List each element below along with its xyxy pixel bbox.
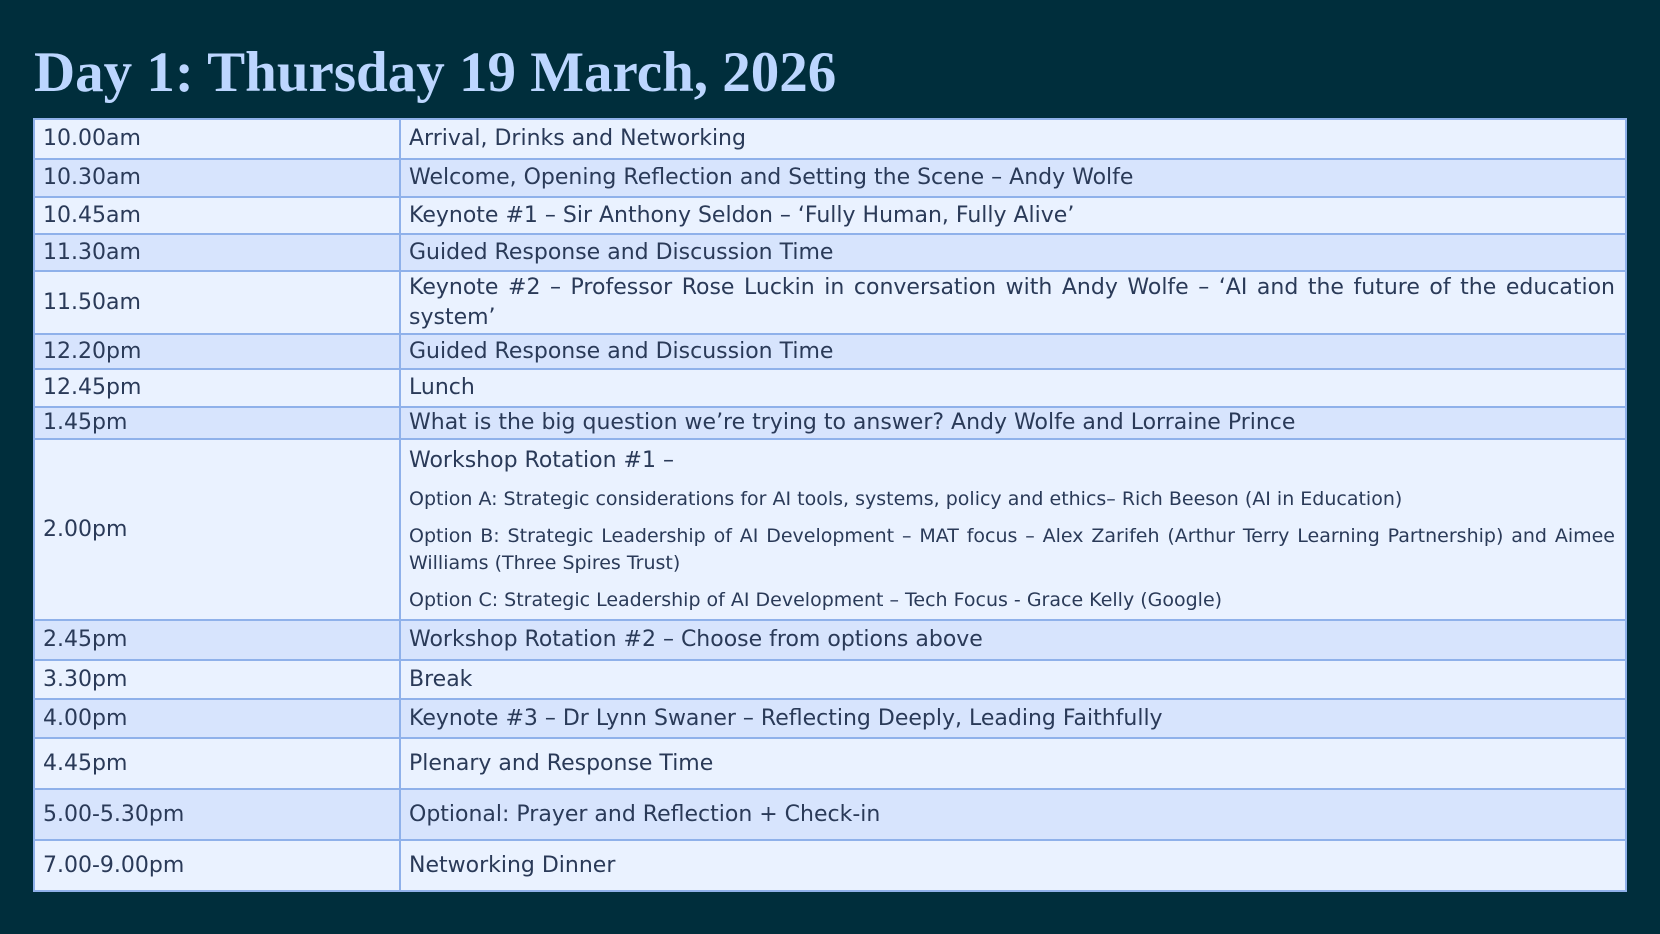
time-cell: 5.00-5.30pm xyxy=(34,789,400,840)
table-row xyxy=(34,699,1626,738)
time-cell: 12.20pm xyxy=(34,334,400,369)
activity-cell: Guided Response and Discussion Time xyxy=(400,234,1626,271)
activity-cell: Keynote #3 – Dr Lynn Swaner – Reflecting Deeply, Leading Faithfully xyxy=(400,699,1626,738)
table-row xyxy=(34,789,1626,840)
table-row xyxy=(34,159,1626,197)
workshop-heading: Workshop Rotation #1 – xyxy=(409,447,674,473)
time-cell: 3.30pm xyxy=(34,660,400,699)
table-row xyxy=(34,234,1626,271)
time-cell: 11.50am xyxy=(34,271,400,334)
activity-cell: Keynote #1 – Sir Anthony Seldon – ‘Fully Human, Fully Alive’ xyxy=(400,197,1626,234)
table-row xyxy=(34,660,1626,699)
workshop-option-a: Option A: Strategic considerations for AI tools, systems, policy and ethics– Rich Beeson (AI in Education) xyxy=(409,487,1403,510)
page-title: Day 1: Thursday 19 March, 2026 xyxy=(34,41,837,104)
activity-cell: Workshop Rotation #2 – Choose from options above xyxy=(400,620,1626,660)
time-cell: 4.00pm xyxy=(34,699,400,738)
activity-cell: Optional: Prayer and Reflection + Check-in xyxy=(400,789,1626,840)
table-row xyxy=(34,840,1626,891)
activity-cell: Break xyxy=(400,660,1626,699)
table-row xyxy=(34,334,1626,369)
time-cell: 2.45pm xyxy=(34,620,400,660)
activity-cell: Keynote #2 – Professor Rose Luckin in conversation with Andy Wolfe – ‘AI and the future of the education system’ xyxy=(400,271,1626,334)
time-cell: 1.45pm xyxy=(34,407,400,439)
time-cell: 10.30am xyxy=(34,159,400,197)
time-cell: 2.00pm xyxy=(34,439,400,620)
table-row xyxy=(34,738,1626,789)
activity-cell: Plenary and Response Time xyxy=(400,738,1626,789)
time-cell: 4.45pm xyxy=(34,738,400,789)
table-row xyxy=(34,119,1626,159)
activity-cell: Welcome, Opening Reflection and Setting the Scene – Andy Wolfe xyxy=(400,159,1626,197)
time-cell: 7.00-9.00pm xyxy=(34,840,400,891)
time-cell: 12.45pm xyxy=(34,369,400,407)
time-cell: 10.00am xyxy=(34,119,400,159)
table-row xyxy=(34,369,1626,407)
table-row xyxy=(34,407,1626,439)
table-row xyxy=(34,271,1626,334)
table-row xyxy=(34,439,1626,620)
activity-cell xyxy=(400,439,1626,620)
workshop-option-c: Option C: Strategic Leadership of AI Development – Tech Focus - Grace Kelly (Google) xyxy=(409,588,1223,611)
activity-cell: Guided Response and Discussion Time xyxy=(400,334,1626,369)
schedule-table xyxy=(33,118,1627,892)
activity-cell: Networking Dinner xyxy=(400,840,1626,891)
activity-cell: What is the big question we’re trying to answer? Andy Wolfe and Lorraine Prince xyxy=(400,407,1626,439)
workshop-option-b: Option B: Strategic Leadership of AI Development – MAT focus – Alex Zarifeh (Arthur Terry Learning Partnership) and Aimee Williams (Three Spires Trust) xyxy=(409,524,1615,574)
time-cell: 11.30am xyxy=(34,234,400,271)
activity-cell: Arrival, Drinks and Networking xyxy=(400,119,1626,159)
table-row xyxy=(34,620,1626,660)
time-cell: 10.45am xyxy=(34,197,400,234)
table-row xyxy=(34,197,1626,234)
activity-cell: Lunch xyxy=(400,369,1626,407)
